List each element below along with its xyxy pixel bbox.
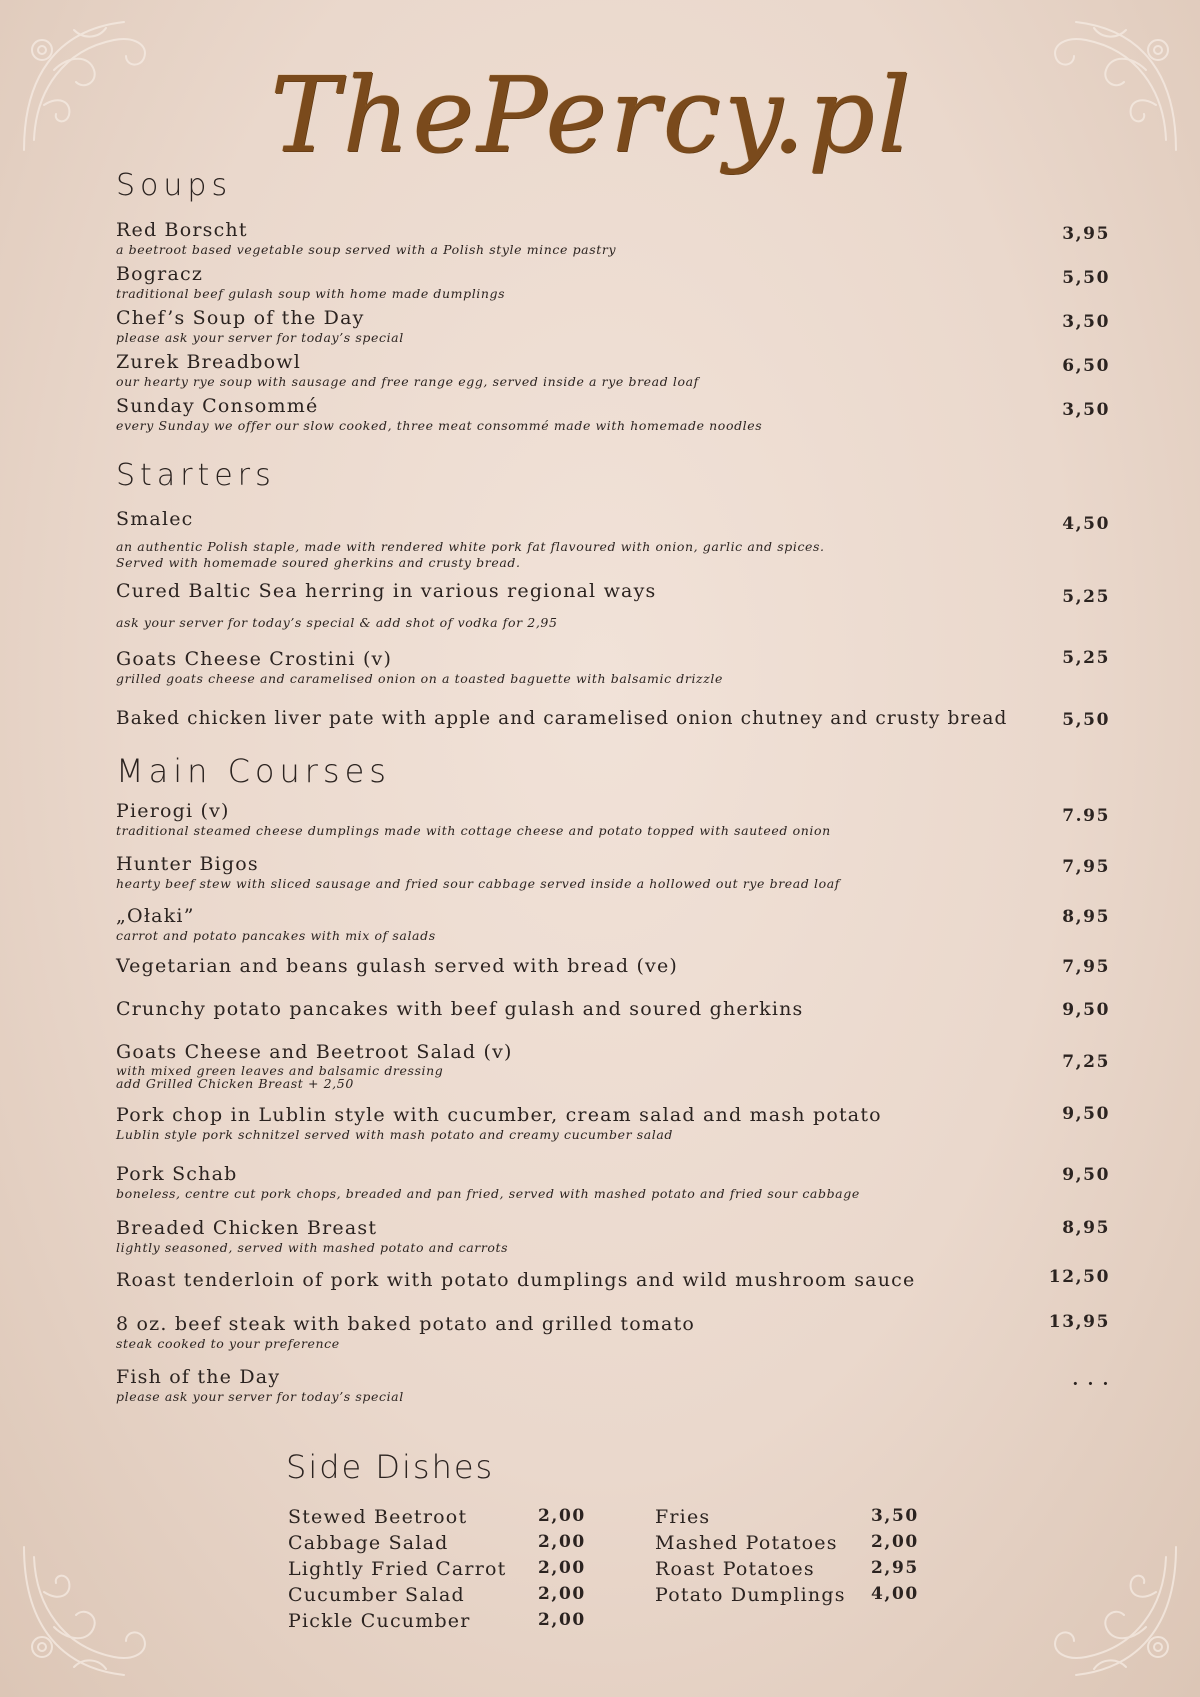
item-price: 7.95 (1062, 806, 1110, 826)
item-description: please ask your server for today’s special (116, 1389, 404, 1404)
menu-item (116, 218, 1016, 258)
item-name: Zurek Breadbowl (116, 351, 302, 373)
menu-item (116, 1268, 1016, 1292)
item-description: lightly seasoned, served with mashed potato and carrots (116, 1240, 509, 1255)
item-description: hearty beef stew with sliced sausage and fried sour cabbage served inside a hollowed out rye bread loaf (116, 876, 841, 891)
side-dish-price: 2,00 (538, 1610, 586, 1630)
side-dish-price: 4,00 (871, 1584, 919, 1604)
side-dish-name: Fries (655, 1506, 711, 1528)
item-description: traditional steamed cheese dumplings made with cottage cheese and potato topped with sauteed onion (116, 823, 831, 838)
menu-item (116, 852, 1016, 892)
item-description: ask your server for today’s special & add shot of vodka for 2,95 (116, 615, 558, 630)
item-name: Cured Baltic Sea herring in various regional ways (116, 580, 657, 602)
item-description: our hearty rye soup with sausage and free range egg, served inside a rye bread loaf (116, 374, 699, 389)
item-name: Bogracz (116, 263, 204, 285)
item-description: Lublin style pork schnitzel served with mash potato and creamy cucumber salad (116, 1127, 674, 1142)
side-dish-item (655, 1584, 935, 1610)
side-dish-item (288, 1506, 588, 1532)
item-name: Hunter Bigos (116, 853, 259, 875)
item-price: 9,50 (1062, 1165, 1110, 1185)
menu-item (116, 707, 1021, 731)
section-title-main-courses: Main Courses (116, 752, 391, 790)
menu-item (116, 350, 1016, 390)
section-title-soups: Soups (116, 168, 233, 203)
side-dish-name: Mashed Potatoes (655, 1532, 838, 1554)
menu-item (116, 1365, 1016, 1405)
item-description: please ask your server for today’s special (116, 330, 404, 345)
item-name: Vegetarian and beans gulash served with bread (ve) (116, 955, 679, 977)
side-dish-item (288, 1584, 588, 1610)
side-dish-price: 2,00 (538, 1558, 586, 1578)
item-price: 4,50 (1062, 514, 1110, 534)
item-name: Crunchy potato pancakes with beef gulash and soured gherkins (116, 998, 804, 1020)
corner-flourish-icon (1036, 10, 1186, 160)
item-price: 3,50 (1062, 400, 1110, 420)
item-price: 12,50 (1048, 1267, 1110, 1287)
side-dish-price: 3,50 (871, 1506, 919, 1526)
item-description: an authentic Polish staple, made with rendered white pork fat flavoured with onion, garlic and spices. (116, 539, 825, 554)
menu-item (116, 262, 1016, 302)
item-description: a beetroot based vegetable soup served with a Polish style mince pastry (116, 242, 617, 257)
item-name: Goats Cheese Crostini (v) (116, 648, 393, 670)
side-dish-item (288, 1610, 588, 1636)
item-name: „Ołaki” (116, 905, 195, 927)
side-dish-name: Roast Potatoes (655, 1558, 815, 1580)
menu-item (116, 1103, 1016, 1143)
side-dish-name: Pickle Cucumber (288, 1610, 471, 1632)
item-name: Chef’s Soup of the Day (116, 307, 365, 329)
side-dish-price: 2,00 (538, 1584, 586, 1604)
side-dish-name: Lightly Fried Carrot (288, 1558, 507, 1580)
side-dish-price: 2,95 (871, 1558, 919, 1578)
item-name: Breaded Chicken Breast (116, 1217, 378, 1239)
item-price: 5,25 (1062, 648, 1110, 668)
item-description: carrot and potato pancakes with mix of salads (116, 928, 436, 943)
item-name: Pork chop in Lublin style with cucumber, cream salad and mash potato (116, 1104, 882, 1126)
item-name: 8 oz. beef steak with baked potato and grilled tomato (116, 1313, 696, 1335)
menu-item (116, 1216, 1016, 1256)
side-dish-price: 2,00 (538, 1506, 586, 1526)
corner-flourish-icon (1036, 1537, 1186, 1687)
item-price: 7,25 (1062, 1052, 1110, 1072)
corner-flourish-icon (14, 1537, 164, 1687)
item-price: 3,50 (1062, 312, 1110, 332)
item-price: 9,50 (1062, 1000, 1110, 1020)
menu-item (116, 394, 1016, 434)
item-description: traditional beef gulash soup with home made dumplings (116, 286, 506, 301)
side-dish-name: Cucumber Salad (288, 1584, 465, 1606)
side-dish-item (288, 1558, 588, 1584)
menu-item (116, 647, 1016, 687)
item-description: steak cooked to your preference (116, 1336, 340, 1351)
item-name: Pierogi (v) (116, 800, 230, 822)
section-title-starters: Starters (116, 458, 276, 493)
side-dishes-left-column (288, 1506, 588, 1636)
side-dishes-right-column (655, 1506, 935, 1610)
item-description: boneless, centre cut pork chops, breaded and pan fried, served with mashed potato and fried sour cabbage (116, 1186, 860, 1201)
item-price: 3,95 (1062, 224, 1110, 244)
item-name: Baked chicken liver pate with apple and caramelised onion chutney and crusty bread (116, 708, 1008, 729)
item-description: every Sunday we offer our slow cooked, three meat consommé made with homemade noodles (116, 418, 763, 433)
menu-item (116, 507, 1016, 571)
item-price: 5,25 (1062, 587, 1110, 607)
menu-item (116, 1312, 1016, 1352)
item-price: 5,50 (1062, 268, 1110, 288)
item-price: 8,95 (1062, 1218, 1110, 1238)
item-price: 8,95 (1062, 907, 1110, 927)
item-description: with mixed green leaves and balsamic dressing (116, 1063, 444, 1078)
item-name: Red Borscht (116, 219, 248, 241)
menu-item (116, 1162, 1016, 1202)
side-dish-item (655, 1506, 935, 1532)
item-price: 9,50 (1062, 1104, 1110, 1124)
item-name: Fish of the Day (116, 1366, 281, 1388)
menu-item (116, 579, 1016, 631)
side-dish-item (288, 1532, 588, 1558)
item-description: grilled goats cheese and caramelised onion on a toasted baguette with balsamic drizzle (116, 671, 724, 686)
menu-item (116, 1040, 1016, 1090)
menu-item (116, 306, 1016, 346)
side-dish-price: 2,00 (538, 1532, 586, 1552)
side-dish-name: Stewed Beetroot (288, 1506, 468, 1528)
item-name: Sunday Consommé (116, 395, 319, 417)
menu-item (116, 799, 1016, 839)
item-price: 5,50 (1062, 710, 1110, 730)
menu-item (116, 904, 1016, 944)
item-name: Pork Schab (116, 1163, 238, 1185)
brand-title: ThePercy.pl (270, 54, 914, 176)
item-price: 13,95 (1048, 1312, 1110, 1332)
section-title-side-dishes: Side Dishes (286, 1448, 495, 1486)
side-dish-item (655, 1558, 935, 1584)
corner-flourish-icon (14, 10, 164, 160)
menu-item (116, 954, 1016, 978)
item-price: 6,50 (1062, 356, 1110, 376)
item-description: Served with homemade soured gherkins and crusty bread. (116, 555, 521, 570)
item-name: Roast tenderloin of pork with potato dumplings and wild mushroom sauce (116, 1269, 916, 1291)
side-dish-price: 2,00 (871, 1532, 919, 1552)
item-price: 7,95 (1062, 857, 1110, 877)
item-description: add Grilled Chicken Breast + 2,50 (116, 1076, 354, 1091)
menu-item (116, 997, 1016, 1021)
item-name: Goats Cheese and Beetroot Salad (v) (116, 1041, 513, 1063)
item-name: Smalec (116, 508, 194, 530)
side-dish-name: Potato Dumplings (655, 1584, 846, 1606)
side-dish-item (655, 1532, 935, 1558)
side-dish-name: Cabbage Salad (288, 1532, 449, 1554)
item-price: . . . (1072, 1370, 1110, 1390)
item-price: 7,95 (1062, 957, 1110, 977)
